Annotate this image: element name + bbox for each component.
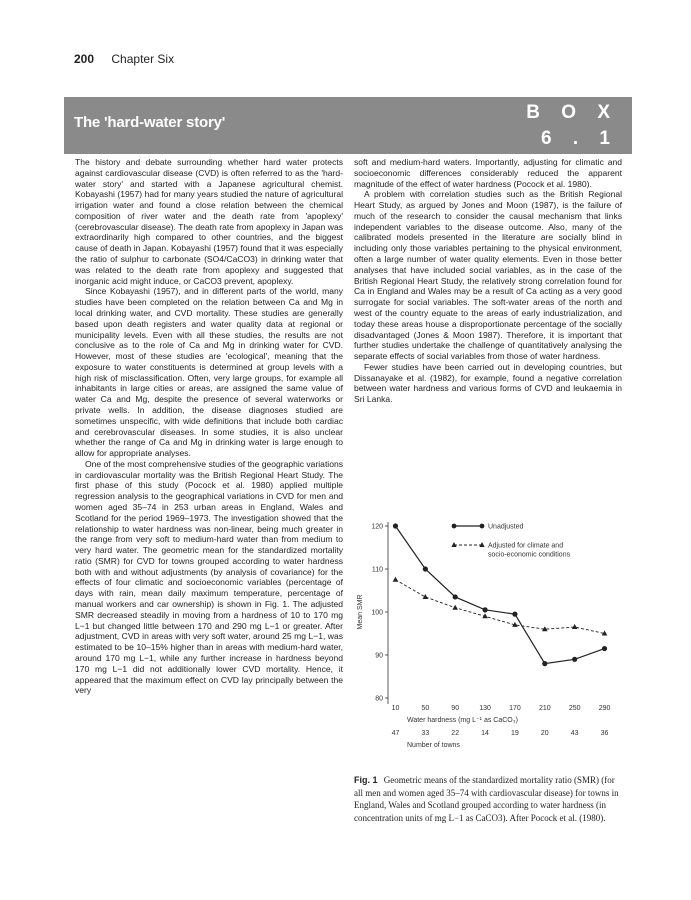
unadjusted-point — [482, 607, 487, 612]
figure — [350, 518, 622, 756]
y-tick-label: 90 — [375, 652, 383, 660]
adjusted-point — [393, 577, 399, 582]
x-tick-label: 290 — [598, 705, 611, 712]
caption-text: Geometric means of the standardized mortality ratio (SMR) (for all men and women aged 35–74 with cardiovascular disease) for towns in England, Wales and Scotland grouped according to water hardness (in concentration units of mg L−1 as CaCO3). After Pocock et al. (1980). — [354, 775, 619, 824]
chart-legend — [451, 524, 570, 559]
running-head — [74, 52, 174, 66]
towns-count: 19 — [511, 730, 519, 737]
paragraph: A problem with correlation studies such as the British Regional Heart Study, as argued by Jones and Moon (1987), is the failure of much of the research to consider the causal mechanism that links independent variables to the disease outcome. Also, many of the calibrated models presented in the literature are socially blind in including only those variables pertaining to the physical environment, often a large number of water quality elements. Even in those better analyses that have included social variables, as in the case of the British Regional Heart Study, the relatively strong correlation found for Ca in England and Wales may be a result of Ca acting as a very good surrogate for social variables. The soft-water areas of the north and west of the country equate to the areas of early industrialization, and today these areas house a disproportionate percentage of the socially disadvantaged (Jones & Moon 1987). Therefore, it is important that further studies undertake the challenge of quantitatively analysing the separate effects of social variables from those of water hardness. — [354, 189, 622, 362]
caption-label: Fig. 1 — [354, 775, 378, 785]
box-label-number: 6 . 1 — [541, 128, 618, 149]
x-tick-label: 10 — [391, 705, 400, 712]
unadjusted-point — [572, 657, 577, 662]
adjusted-point — [572, 624, 578, 629]
chapter-title: Chapter Six — [111, 52, 175, 66]
legend-marker-unadjusted — [480, 524, 485, 529]
page-number: 200 — [74, 52, 95, 66]
x-tick-label: 90 — [451, 705, 460, 712]
towns-count: 47 — [391, 730, 400, 737]
box-title: The 'hard-water story' — [74, 114, 226, 131]
unadjusted-point — [393, 523, 398, 528]
x-tick-label: 50 — [421, 705, 430, 712]
towns-count: 33 — [421, 730, 430, 737]
y-tick-label: 110 — [371, 566, 383, 574]
paragraph: One of the most comprehensive studies of the geographic variations in cardiovascular mortality was the British Regional Heart Study. The first phase of this study (Pocock et al. 1980) applied multiple regression analysis to the geographical variations in CVD for men and women aged 35–74 in 253 urban areas in England, Wales and Scotland for the period 1969–1973. The investigation showed that the relationship to water hardness was non-linear, being much greater in the range from very soft to medium-hard water than from medium to very hard water. The geometric mean for the standardized mortality ratio (SMR) for CVD for towns grouped according to water hardness both with and without adjustments (by analysis of covariance) for the effects of four climatic and socioeconomic variables (percentage of days with rain, mean daily maximum temperature, percentage of manual workers and car ownership) is shown in Fig. 1. The adjusted SMR decreased steadily in moving from a hardness of 10 to 170 mg L−1 but changed little between 170 and 290 mg L−1 or greater. After adjustment, CVD in areas with very soft water, around 25 mg L−1, was estimated to be 10–15% higher than in areas with medium-hard water, around 170 mg L−1, while any further increase in hardness beyond 170 mg L−1 did not additionally lower CVD mortality. Hence, it appeared that the maximum effect on CVD lay principally between the very — [75, 458, 343, 696]
y-tick-label: 80 — [375, 695, 383, 703]
legend-label-adjusted: Adjusted for climate and socio-economic conditions — [488, 542, 571, 559]
paragraph: Since Kobayashi (1957), and in different parts of the world, many studies have been completed on the relation between Ca and Mg in local drinking water, and CVD mortality. These studies are generally based upon death registers and water quality data at regional or municipality levels. Even with all these studies, the results are not conclusive as to the role of Ca and Mg in drinking water for CVD. However, most of these studies are 'ecological', meaning that the exposure to water constituents is determined at group levels with a high risk of misclassification. Often, very large groups, for example all inhabitants in large cities or areas, are assigned the same value of water Ca and Mg, despite the presence of several waterworks or private wells. In addition, the disease diagnoses studied are sometimes unspecific, with wide definitions that include both cardiac and cerebrovascular diseases. In some studies, it is also unclear whether the range of Ca and Mg in drinking water is large enough to allow for appropriate analyses. — [75, 286, 343, 459]
y-axis-label: Mean SMR — [357, 594, 364, 630]
towns-count: 43 — [570, 730, 579, 737]
unadjusted-point — [453, 594, 458, 599]
unadjusted-point — [512, 612, 517, 617]
y-tick-label: 120 — [371, 523, 383, 531]
legend-marker-adjusted — [479, 542, 484, 547]
x-tick-label: 170 — [509, 705, 521, 712]
left-column — [75, 157, 343, 696]
box-label — [526, 100, 618, 152]
x-axis-label: Water hardness (mg L⁻¹ as CaCO₃) — [407, 717, 518, 724]
figure-caption — [354, 774, 622, 825]
x-tick-label: 130 — [479, 705, 491, 712]
towns-count: 36 — [600, 730, 609, 737]
unadjusted-point — [423, 566, 428, 571]
right-column — [354, 157, 622, 405]
series-line-2 — [395, 580, 604, 634]
box-banner — [64, 97, 632, 154]
legend-marker-unadjusted — [452, 524, 457, 529]
smr-chart — [350, 518, 622, 774]
legend-marker-adjusted — [451, 542, 456, 547]
adjusted-point — [452, 605, 458, 610]
x-tick-label: 210 — [538, 705, 551, 712]
box-label-word: B O X — [526, 102, 618, 123]
towns-label: Number of towns — [407, 742, 460, 749]
towns-count: 22 — [451, 730, 460, 737]
unadjusted-point — [542, 661, 547, 666]
legend-label-unadjusted: Unadjusted — [488, 523, 524, 531]
y-tick-label: 100 — [371, 609, 383, 617]
unadjusted-point — [602, 646, 607, 651]
paragraph: The history and debate surrounding whether hard water protects against cardiovascular disease (CVD) is often referred to as the 'hard-water story' and started with a Japanese agricultural chemist. Kobayashi (1957) had for many years studied the nature of agricultural irrigation water and found a close relation between the chemical composition of river water and the death rate from 'apoplexy' (cerebrovascular disease). The death rate from apoplexy in Japan was extraordinarily high compared to other countries, and the biggest cause of death in Japan. Kobayashi (1957) found that it was especially the ratio of sulphur to carbonate (SO4/CaCO3) in drinking water that was related to the death rate from apoplexy and suggested that inorganic acid might induce, or CaCO3 prevent, apoplexy. — [75, 157, 343, 286]
paragraph: Fewer studies have been carried out in developing countries, but Dissanayake et al. (1982), for example, found a negative correlation between water hardness and various forms of CVD and leukaemia in Sri Lanka. — [354, 361, 622, 405]
adjusted-point — [423, 594, 429, 599]
paragraph: soft and medium-hard waters. Importantly, adjusting for climatic and socioeconomic differences considerably reduced the apparent magnitude of the effect of water hardness (Pocock et al. 1980). — [354, 157, 622, 189]
towns-count: 20 — [540, 730, 549, 737]
x-tick-label: 250 — [568, 705, 581, 712]
towns-count: 14 — [481, 730, 489, 737]
